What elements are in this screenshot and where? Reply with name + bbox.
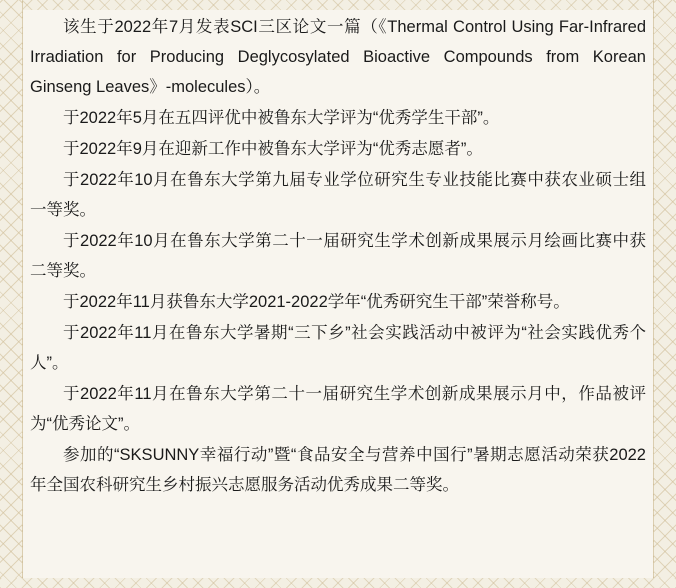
paragraph: 于2022年11月在鲁东大学暑期“三下乡”社会实践活动中被评为“社会实践优秀个人”。	[30, 324, 646, 372]
paragraph: 该生于2022年7月发表SCI三区论文一篇（《Thermal Control Using Far-Infrared Irradiation for Producing Deglycosylated Bioactive Compounds from Korean Ginseng Leaves》-molecules）。	[30, 18, 646, 96]
paragraph: 于2022年10月在鲁东大学第二十一届研究生学术创新成果展示月绘画比赛中获二等奖。	[30, 232, 646, 280]
paragraph: 于2022年9月在迎新工作中被鲁东大学评为“优秀志愿者”。	[63, 140, 483, 158]
paragraph: 参加的“SKSUNNY幸福行动”暨“食品安全与营养中国行”暑期志愿活动荣获2022年全国农科研究生乡村振兴志愿服务活动优秀成果二等奖。	[30, 446, 646, 494]
ornamental-left-border	[0, 0, 23, 588]
paragraph: 于2022年11月在鲁东大学第二十一届研究生学术创新成果展示月中，作品被评为“优秀论文”。	[30, 385, 646, 433]
ornamental-top-border	[0, 0, 676, 10]
ornamental-bottom-border	[0, 578, 676, 588]
paragraph: 于2022年11月获鲁东大学2021-2022学年“优秀研究生干部”荣誉称号。	[63, 293, 570, 311]
paragraph: 于2022年10月在鲁东大学第九届专业学位研究生专业技能比赛中获农业硕士组一等奖。	[30, 171, 646, 219]
ornamental-right-border	[653, 0, 676, 588]
paragraph: 于2022年5月在五四评优中被鲁东大学评为“优秀学生干部”。	[63, 109, 500, 127]
document-body	[30, 12, 646, 578]
